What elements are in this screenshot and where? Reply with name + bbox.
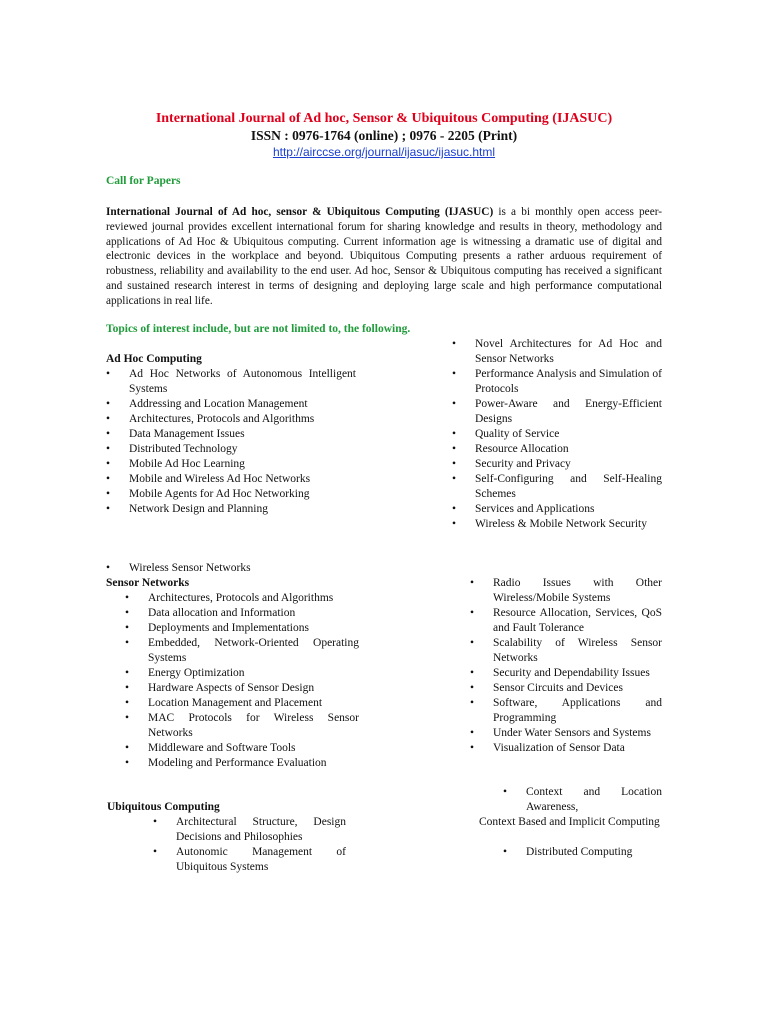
journal-url-link[interactable]: http://airccse.org/journal/ijasuc/ijasuc.html [272,145,496,159]
ubiquitous-left-column [153,815,346,875]
list-item: • Novel Architectures for Ad Hoc and Sensor Networks [452,337,662,367]
intro-paragraph [106,205,662,309]
list-item: • Mobile Ad Hoc Learning [106,457,356,472]
list-item: • Radio Issues with Other Wireless/Mobile Systems [470,576,662,606]
ubiquitous-right-sub1 [503,785,662,815]
list-item: • Self-Configuring and Self-Healing Schemes [452,472,662,502]
list-item: • Architectural Structure, Design Decisions and Philosophies [153,815,346,845]
ubiquitous-right-sub2-list [503,845,662,860]
list-item: • Architectures, Protocols and Algorithms [106,412,356,427]
list-item: • Addressing and Location Management [106,397,356,412]
list-item: • Embedded, Network-Oriented Operating Systems [125,636,359,666]
list-item: • Autonomic Management of Ubiquitous Systems [153,845,346,875]
sensor-heading: Sensor Networks [106,577,190,589]
list-item: • Resource Allocation [452,442,662,457]
list-item: • Performance Analysis and Simulation of Protocols [452,367,662,397]
list-item: • Visualization of Sensor Data [470,741,662,756]
list-item: • Software, Applications and Programming [470,696,662,726]
ubiquitous-heading: Ubiquitous Computing [107,801,220,813]
list-item: • MAC Protocols for Wireless Sensor Networks [125,711,359,741]
list-item: • Under Water Sensors and Systems [470,726,662,741]
list-item: • Mobile Agents for Ad Hoc Networking [106,487,356,502]
adhoc-left-list [106,367,356,517]
sensor-right-list [470,576,662,756]
call-for-papers-heading: Call for Papers [106,175,181,187]
list-item: • Services and Applications [452,502,662,517]
list-item: • Security and Privacy [452,457,662,472]
adhoc-right-column [452,337,662,532]
adhoc-right-list [452,337,662,532]
ubiquitous-right-sub1-list [503,785,662,815]
sensor-left-list [125,591,359,771]
list-item: • Ad Hoc Networks of Autonomous Intelligent Systems [106,367,356,397]
list-item: • Security and Dependability Issues [470,666,662,681]
list-item: • Scalability of Wireless Sensor Networks [470,636,662,666]
sensor-left-column [125,591,359,771]
list-item: • Data allocation and Information [125,606,359,621]
list-item: • Data Management Issues [106,427,356,442]
ubiquitous-right-sub2 [503,845,662,860]
list-item: • Modeling and Performance Evaluation [125,756,359,771]
ubiquitous-right-plain: Context Based and Implicit Computing [479,816,660,828]
list-item: • Middleware and Software Tools [125,741,359,756]
list-item: • Distributed Computing [503,845,662,860]
ubiquitous-left-list [153,815,346,875]
issn-line: ISSN : 0976-1764 (online) ; 0976 - 2205 (Print) [250,128,518,143]
list-item: • Network Design and Planning [106,502,356,517]
adhoc-heading: Ad Hoc Computing [106,353,202,365]
list-item: • Power-Aware and Energy-Efficient Designs [452,397,662,427]
list-item: • Resource Allocation, Services, QoS and Fault Tolerance [470,606,662,636]
wireless-sensor-networks-item [106,561,356,576]
list-item: • Deployments and Implementations [125,621,359,636]
list-item: • Context and Location Awareness, [503,785,662,815]
list-item: • Quality of Service [452,427,662,442]
list-item: • Architectures, Protocols and Algorithms [125,591,359,606]
list-item: • Energy Optimization [125,666,359,681]
list-item: • Distributed Technology [106,442,356,457]
sensor-right-column [470,576,662,756]
list-item: • Wireless & Mobile Network Security [452,517,662,532]
wsn-list [106,561,356,576]
topics-heading: Topics of interest include, but are not limited to, the following. [106,323,411,335]
list-item: • Mobile and Wireless Ad Hoc Networks [106,472,356,487]
journal-title: International Journal of Ad hoc, Sensor & Ubiquitous Computing (IJASUC) [155,111,613,126]
list-item: • Location Management and Placement [125,696,359,711]
list-item: • Hardware Aspects of Sensor Design [125,681,359,696]
intro-text: is a bi monthly open access peer-reviewed journal provides excellent international forum for sharing knowledge and results in theory, methodology and applications of Ad Hoc & Ubiquitous computing. Current information age is witnessing a dramatic use of digital and electronic devices in the workplace and beyond. Ubiquitous Computing presents a rather arduous requirement of robustness, reliability and availability to the end user. Ad hoc, Sensor & Ubiquitous computing has received a significant and sustained research interest in terms of designing and deploying large scale and high performance computational applications in real life. [106,206,663,307]
adhoc-left-column [106,367,356,517]
list-item: • Wireless Sensor Networks [106,561,356,576]
list-item: • Sensor Circuits and Devices [470,681,662,696]
intro-bold-lead: International Journal of Ad hoc, sensor & Ubiquitous Computing (IJASUC) [106,206,494,218]
